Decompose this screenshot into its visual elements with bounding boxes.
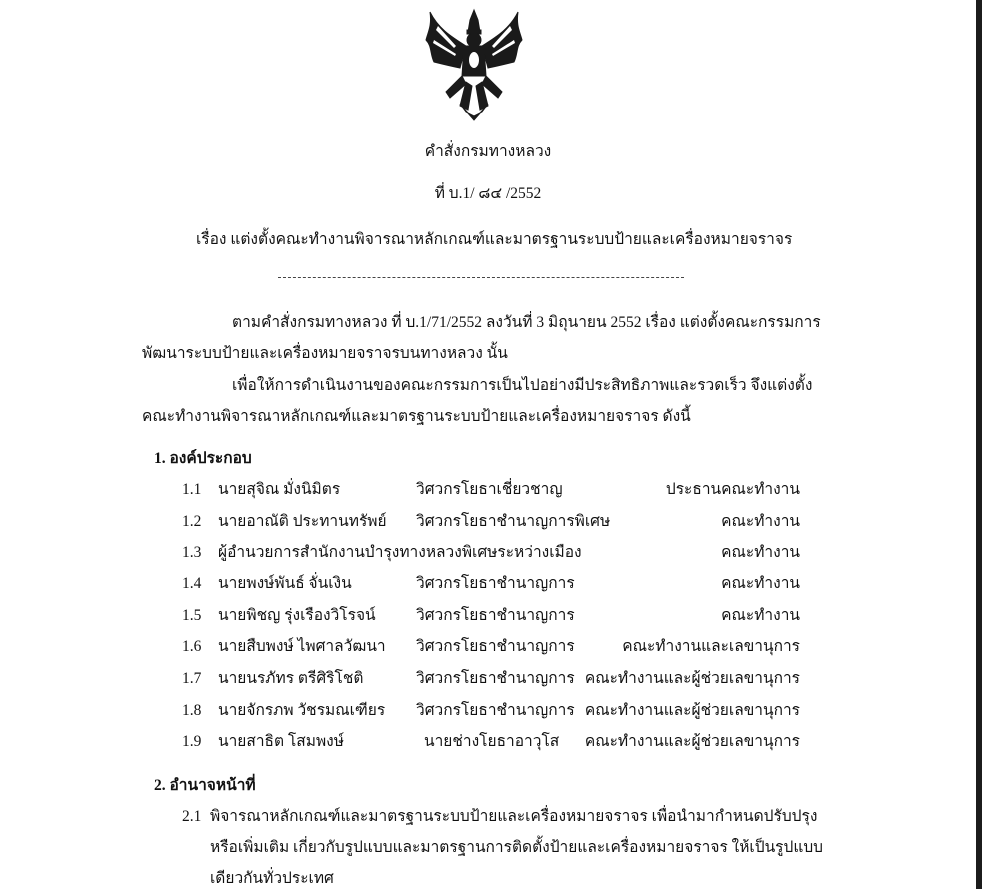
member-role: คณะทำงาน [721,607,800,624]
member-row [0,732,976,754]
section-2-heading: 2. อำนาจหน้าที่ [154,777,256,794]
member-number: 1.4 [182,575,202,592]
member-name: นายจักรภพ วัชรมณเฑียร [218,702,386,719]
duty-line-1: พิจารณาหลักเกณฑ์และมาตรฐานระบบป้ายและเครื่องหมายจราจร เพื่อนำมากำหนดปรับปรุง [210,808,818,825]
member-name: นายพิชญ รุ่งเรืองวิโรจน์ [218,607,376,624]
member-row [0,669,976,691]
member-position: วิศวกรโยธาชำนาญการพิเศษ [416,513,611,530]
member-number: 1.1 [182,481,202,498]
garuda-emblem-icon [420,6,528,122]
member-row [0,543,976,565]
member-role: คณะทำงาน [721,513,800,530]
duty-line-2: หรือเพิ่มเติม เกี่ยวกับรูปแบบและมาตรฐานการติดตั้งป้ายและเครื่องหมายจราจร ให้เป็นรูปแบบ [210,839,823,856]
member-position: วิศวกรโยธาชำนาญการ [416,638,575,655]
member-name: นายอาณัติ ประทานทรัพย์ [218,513,387,530]
section-1-heading: 1. องค์ประกอบ [154,450,252,467]
intro-line-2: พัฒนาระบบป้ายและเครื่องหมายจราจรบนทางหลวง นั้น [142,345,508,362]
member-name: ผู้อำนวยการสำนักงานบำรุงทางหลวงพิเศษระหว่างเมือง [218,544,582,561]
member-role: คณะทำงาน [721,575,800,592]
member-number: 1.5 [182,607,202,624]
member-row [0,637,976,659]
member-position: วิศวกรโยธาเชี่ยวชาญ [416,481,563,498]
member-position: วิศวกรโยธาชำนาญการ [416,607,575,624]
intro-line-3: เพื่อให้การดำเนินงานของคณะกรรมการเป็นไปอย่างมีประสิทธิภาพและรวดเร็ว จึงแต่งตั้ง [232,377,813,394]
member-role: คณะทำงานและผู้ช่วยเลขานุการ [584,702,800,719]
member-row [0,574,976,596]
member-position: วิศวกรโยธาชำนาญการ [416,702,575,719]
order-title: คำสั่งกรมทางหลวง [424,143,552,160]
member-name: นายนรภัทร ตรีศิริโชติ [218,670,364,687]
member-row [0,512,976,534]
member-name: นายสาธิต โสมพงษ์ [218,733,344,750]
order-number: ที่ บ.1/ ๘๔ /2552 [434,185,542,202]
member-name: นายสุจิณ มั่งนิมิตร [218,481,341,498]
member-number: 1.2 [182,513,202,530]
duty-item-number: 2.1 [182,808,202,825]
member-number: 1.7 [182,670,202,687]
member-name: นายสืบพงษ์ ไพศาลวัฒนา [218,638,386,655]
member-row [0,606,976,628]
member-position: วิศวกรโยธาชำนาญการ [416,575,575,592]
member-position: นายช่างโยธาอาวุโส [424,733,560,750]
member-row [0,480,976,502]
member-role: คณะทำงานและผู้ช่วยเลขานุการ [584,670,800,687]
member-role: ประธานคณะทำงาน [665,481,800,498]
intro-line-4: คณะทำงานพิจารณาหลักเกณฑ์และมาตรฐานระบบป้ายและเครื่องหมายจราจร ดังนี้ [142,408,691,425]
member-number: 1.9 [182,733,202,750]
member-role: คณะทำงานและผู้ช่วยเลขานุการ [584,733,800,750]
separator-line [278,277,684,278]
member-number: 1.6 [182,638,202,655]
member-role: คณะทำงานและเลขานุการ [622,638,800,655]
member-row [0,701,976,723]
member-number: 1.3 [182,544,202,561]
member-role: คณะทำงาน [721,544,800,561]
member-number: 1.8 [182,702,202,719]
intro-line-1: ตามคำสั่งกรมทางหลวง ที่ บ.1/71/2552 ลงวันที่ 3 มิถุนายน 2552 เรื่อง แต่งตั้งคณะกรรมการ [232,314,821,331]
member-position: วิศวกรโยธาชำนาญการ [416,670,575,687]
member-name: นายพงษ์พันธ์ จั่นเงิน [218,575,352,592]
duty-line-3: เดียวกันทั่วประเทศ [210,870,334,887]
order-subject: เรื่อง แต่งตั้งคณะทำงานพิจารณาหลักเกณฑ์และมาตรฐานระบบป้ายและเครื่องหมายจราจร [196,231,793,248]
page-edge [976,0,982,889]
